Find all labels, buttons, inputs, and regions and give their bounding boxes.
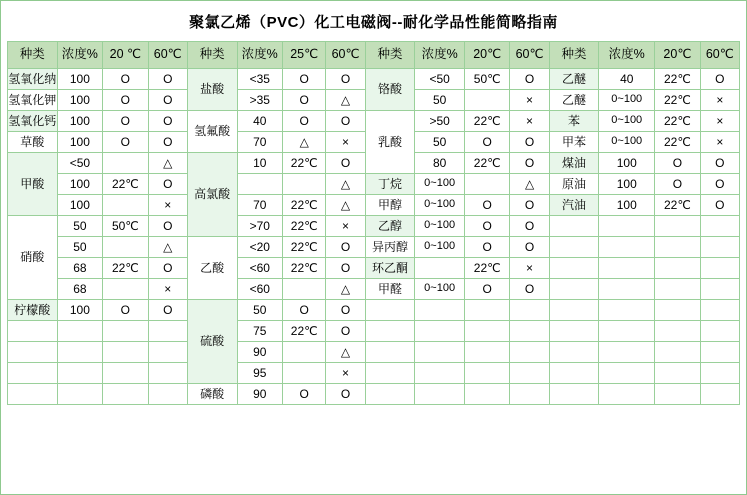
temp-60c-cell: × [510,90,549,111]
concentration-cell: 10 [237,153,282,174]
chemical-name-cell: 煤油 [549,153,599,174]
chemical-name-cell: 乳酸 [365,111,415,174]
temp-60c-cell: △ [510,174,549,195]
concentration-cell: 90 [237,342,282,363]
concentration-cell: 95 [237,363,282,384]
chemical-name-cell: 高氯酸 [187,153,237,237]
empty-cell [103,363,148,384]
header-row [8,42,740,69]
empty-cell [464,363,509,384]
temp-60c-cell: O [510,153,549,174]
concentration-cell: 90 [237,384,282,405]
header-cell: 种类 [549,42,599,69]
table-row [8,384,740,405]
chemical-name-cell: 草酸 [8,132,58,153]
header-cell: 25℃ [282,42,325,69]
empty-cell [365,300,415,321]
empty-cell [464,384,509,405]
concentration-cell: <50 [415,69,465,90]
temp-60c-cell: O [700,195,739,216]
empty-cell [464,342,509,363]
temp-60c-cell: O [510,279,549,300]
temp-20c-cell: 22℃ [282,258,325,279]
temp-20c-cell: 22℃ [103,258,148,279]
temp-60c-cell: O [148,300,187,321]
empty-cell [148,321,187,342]
concentration-cell: 100 [599,174,655,195]
temp-20c-cell: 22℃ [655,69,700,90]
temp-20c-cell: O [103,300,148,321]
concentration-cell: 75 [237,321,282,342]
concentration-cell: 40 [237,111,282,132]
empty-cell [599,237,655,258]
table-row [8,258,740,279]
empty-cell [365,321,415,342]
concentration-cell: <60 [237,279,282,300]
temp-60c-cell: O [510,237,549,258]
empty-cell [599,342,655,363]
chemical-name-cell: 甲酸 [8,153,58,216]
empty-cell [549,363,599,384]
header-cell: 20 ℃ [103,42,148,69]
temp-60c-cell: × [510,111,549,132]
concentration-cell: 0~100 [599,111,655,132]
empty-cell [700,384,739,405]
chemical-name-cell: 汽油 [549,195,599,216]
concentration-cell: 0~100 [415,216,465,237]
chemical-name-cell: 氢氧化纳 [8,69,58,90]
temp-20c-cell [282,342,325,363]
temp-20c-cell: O [464,195,509,216]
temp-20c-cell: O [103,69,148,90]
header-cell: 20℃ [464,42,509,69]
header-cell: 60℃ [510,42,549,69]
temp-60c-cell: O [700,153,739,174]
temp-20c-cell: 22℃ [103,174,148,195]
header-cell: 浓度% [237,42,282,69]
temp-20c-cell [103,195,148,216]
temp-20c-cell: 22℃ [655,132,700,153]
concentration-cell: 0~100 [415,279,465,300]
concentration-cell: 100 [57,195,102,216]
table-row [8,195,740,216]
temp-60c-cell: O [148,90,187,111]
table-row [8,111,740,132]
empty-cell [8,342,58,363]
chemical-name-cell: 硝酸 [8,216,58,300]
temp-60c-cell: O [326,69,365,90]
empty-cell [700,216,739,237]
header-cell: 60℃ [148,42,187,69]
empty-cell [599,216,655,237]
empty-cell [549,321,599,342]
temp-20c-cell: △ [282,132,325,153]
temp-20c-cell: 22℃ [464,153,509,174]
temp-20c-cell: O [282,90,325,111]
temp-20c-cell [103,279,148,300]
concentration-cell: 100 [57,300,102,321]
empty-cell [655,363,700,384]
empty-cell [655,384,700,405]
chemical-name-cell: 铬酸 [365,69,415,111]
concentration-cell: <60 [237,258,282,279]
chemical-name-cell: 甲醇 [365,195,415,216]
chemical-name-cell: 硫酸 [187,300,237,384]
concentration-cell: 0~100 [599,132,655,153]
temp-20c-cell: 22℃ [282,216,325,237]
concentration-cell: 0~100 [415,174,465,195]
empty-cell [655,279,700,300]
header-cell: 种类 [8,42,58,69]
header-cell: 20℃ [655,42,700,69]
concentration-cell: 50 [57,237,102,258]
temp-60c-cell: O [148,111,187,132]
temp-20c-cell: O [464,132,509,153]
empty-cell [549,237,599,258]
empty-cell [700,321,739,342]
empty-cell [655,342,700,363]
empty-cell [415,363,465,384]
temp-20c-cell: 22℃ [464,111,509,132]
empty-cell [700,342,739,363]
empty-cell [57,363,102,384]
temp-20c-cell: O [282,69,325,90]
temp-60c-cell: O [326,237,365,258]
chemical-name-cell: 甲醛 [365,279,415,300]
empty-cell [549,300,599,321]
table-row [8,174,740,195]
chemical-name-cell: 苯 [549,111,599,132]
empty-cell [103,321,148,342]
concentration-cell: 100 [599,195,655,216]
empty-cell [549,279,599,300]
concentration-cell: <50 [57,153,102,174]
chemical-name-cell: 乙醚 [549,69,599,90]
empty-cell [365,342,415,363]
chemical-resistance-table [7,41,740,405]
empty-cell [655,321,700,342]
empty-cell [655,300,700,321]
empty-cell [655,216,700,237]
table-row [8,216,740,237]
temp-60c-cell: △ [326,174,365,195]
temp-60c-cell: O [148,69,187,90]
empty-cell [464,321,509,342]
temp-60c-cell: O [148,216,187,237]
empty-cell [549,342,599,363]
empty-cell [655,258,700,279]
chemical-name-cell: 氢氟酸 [187,111,237,153]
concentration-cell: 50 [57,216,102,237]
table-row [8,300,740,321]
temp-60c-cell: O [700,69,739,90]
chemical-name-cell: 环乙酮 [365,258,415,279]
temp-60c-cell: O [326,321,365,342]
concentration-cell: 0~100 [415,195,465,216]
temp-20c-cell: O [282,111,325,132]
temp-60c-cell: O [326,300,365,321]
empty-cell [57,321,102,342]
temp-20c-cell: 22℃ [282,321,325,342]
concentration-cell: >70 [237,216,282,237]
empty-cell [700,279,739,300]
temp-20c-cell [464,90,509,111]
concentration-cell: 100 [57,132,102,153]
temp-20c-cell: 50℃ [103,216,148,237]
table-row [8,321,740,342]
page-title: 聚氯乙烯（PVC）化工电磁阀--耐化学品性能简略指南 [189,14,558,31]
concentration-cell: 40 [599,69,655,90]
table-row [8,69,740,90]
header-cell: 60℃ [326,42,365,69]
chemical-name-cell: 丁烷 [365,174,415,195]
empty-cell [599,363,655,384]
chemical-name-cell: 氢氧化钾 [8,90,58,111]
table-row [8,363,740,384]
temp-20c-cell: O [103,111,148,132]
temp-60c-cell: O [326,258,365,279]
temp-60c-cell: △ [326,195,365,216]
temp-60c-cell: △ [326,90,365,111]
table-row [8,279,740,300]
chemical-name-cell: 乙酸 [187,237,237,300]
temp-60c-cell: O [510,69,549,90]
chemical-name-cell: 乙醇 [365,216,415,237]
temp-20c-cell: 22℃ [655,195,700,216]
header-cell: 浓度% [57,42,102,69]
concentration-cell: 50 [415,132,465,153]
temp-20c-cell: O [103,132,148,153]
temp-20c-cell [103,153,148,174]
table-body [8,69,740,405]
empty-cell [599,279,655,300]
temp-20c-cell: 22℃ [464,258,509,279]
temp-60c-cell: × [326,132,365,153]
empty-cell [510,300,549,321]
concentration-cell: 50 [237,300,282,321]
concentration-cell: 100 [57,90,102,111]
temp-20c-cell: O [464,279,509,300]
concentration-cell: <35 [237,69,282,90]
temp-60c-cell: × [326,363,365,384]
empty-cell [57,342,102,363]
concentration-cell [415,258,465,279]
temp-60c-cell: O [148,132,187,153]
empty-cell [655,237,700,258]
temp-60c-cell: × [700,111,739,132]
empty-cell [8,363,58,384]
chemical-name-cell: 磷酸 [187,384,237,405]
temp-20c-cell: O [103,90,148,111]
temp-20c-cell: 22℃ [282,195,325,216]
chemical-name-cell: 原油 [549,174,599,195]
temp-60c-cell: O [700,174,739,195]
temp-20c-cell: 22℃ [282,153,325,174]
table-row [8,237,740,258]
empty-cell [599,300,655,321]
empty-cell [700,237,739,258]
temp-20c-cell: 22℃ [282,237,325,258]
chemical-name-cell: 氢氧化钙 [8,111,58,132]
concentration-cell: 100 [57,174,102,195]
empty-cell [103,384,148,405]
temp-60c-cell: O [326,384,365,405]
header-cell: 浓度% [415,42,465,69]
empty-cell [365,363,415,384]
header-cell: 种类 [187,42,237,69]
temp-20c-cell: O [464,216,509,237]
empty-cell [57,384,102,405]
temp-60c-cell: × [700,90,739,111]
empty-cell [415,342,465,363]
empty-cell [510,384,549,405]
empty-cell [510,363,549,384]
temp-20c-cell: O [282,384,325,405]
header-cell: 浓度% [599,42,655,69]
concentration-cell [237,174,282,195]
concentration-cell: >50 [415,111,465,132]
temp-60c-cell: O [326,153,365,174]
table-header [8,42,740,69]
empty-cell [700,258,739,279]
temp-60c-cell: O [148,174,187,195]
empty-cell [8,321,58,342]
chemical-name-cell: 异丙醇 [365,237,415,258]
empty-cell [599,258,655,279]
temp-60c-cell: × [700,132,739,153]
empty-cell [549,384,599,405]
empty-cell [8,384,58,405]
chemical-name-cell: 乙醚 [549,90,599,111]
temp-20c-cell: 50℃ [464,69,509,90]
temp-20c-cell [282,279,325,300]
temp-60c-cell: O [510,195,549,216]
temp-60c-cell: △ [148,153,187,174]
temp-20c-cell [282,174,325,195]
temp-60c-cell: △ [326,342,365,363]
concentration-cell: 80 [415,153,465,174]
concentration-cell: 68 [57,258,102,279]
empty-cell [148,363,187,384]
temp-20c-cell: O [282,300,325,321]
chemical-name-cell: 柠檬酸 [8,300,58,321]
empty-cell [510,321,549,342]
concentration-cell: 50 [415,90,465,111]
concentration-cell: 70 [237,132,282,153]
header-cell: 种类 [365,42,415,69]
empty-cell [549,258,599,279]
empty-cell [415,321,465,342]
empty-cell [700,300,739,321]
temp-20c-cell: O [655,174,700,195]
concentration-cell: 0~100 [599,90,655,111]
temp-60c-cell: × [148,195,187,216]
table-row [8,342,740,363]
empty-cell [148,384,187,405]
concentration-cell: 70 [237,195,282,216]
concentration-cell: 0~100 [415,237,465,258]
empty-cell [700,363,739,384]
temp-60c-cell: O [510,132,549,153]
temp-60c-cell: × [326,216,365,237]
temp-20c-cell [464,174,509,195]
concentration-cell: 100 [57,69,102,90]
chemical-name-cell: 甲苯 [549,132,599,153]
concentration-cell: 100 [599,153,655,174]
temp-20c-cell: O [655,153,700,174]
empty-cell [510,342,549,363]
temp-20c-cell [282,363,325,384]
empty-cell [103,342,148,363]
temp-20c-cell: 22℃ [655,111,700,132]
empty-cell [415,300,465,321]
temp-20c-cell: O [464,237,509,258]
temp-60c-cell: × [148,279,187,300]
empty-cell [365,384,415,405]
temp-60c-cell: O [326,111,365,132]
empty-cell [599,321,655,342]
temp-60c-cell: △ [326,279,365,300]
temp-20c-cell [103,237,148,258]
empty-cell [415,384,465,405]
temp-60c-cell: O [510,216,549,237]
concentration-cell: 100 [57,111,102,132]
header-cell: 60℃ [700,42,739,69]
empty-cell [599,384,655,405]
temp-60c-cell: × [510,258,549,279]
empty-cell [148,342,187,363]
concentration-cell: >35 [237,90,282,111]
chemical-name-cell: 盐酸 [187,69,237,111]
temp-20c-cell: 22℃ [655,90,700,111]
concentration-cell: <20 [237,237,282,258]
temp-60c-cell: △ [148,237,187,258]
empty-cell [549,216,599,237]
empty-cell [464,300,509,321]
concentration-cell: 68 [57,279,102,300]
temp-60c-cell: O [148,258,187,279]
